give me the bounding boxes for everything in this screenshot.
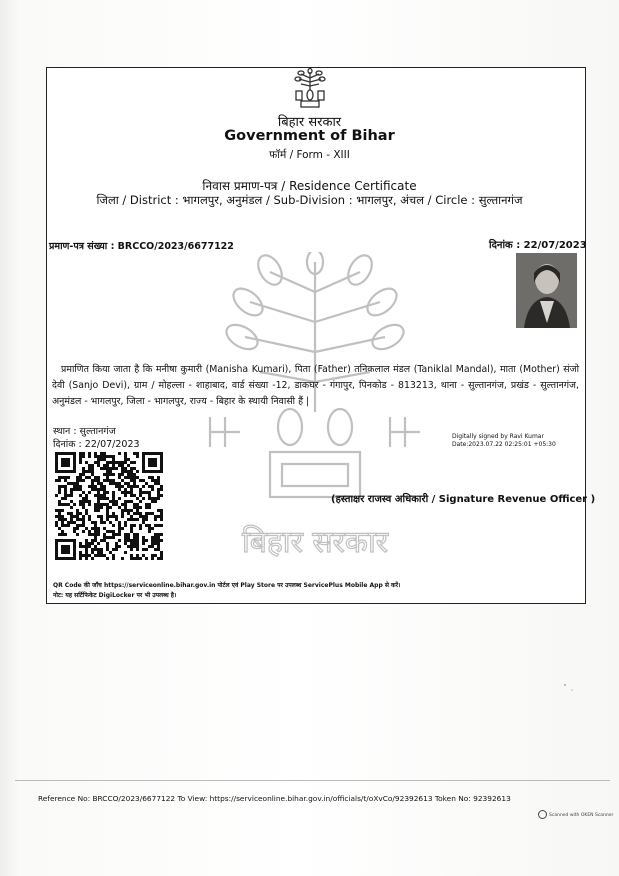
state-name-hindi: बिहार सरकार bbox=[277, 115, 342, 130]
government-title: Government of Bihar bbox=[224, 128, 395, 144]
verification-qr-code bbox=[55, 452, 163, 560]
digilocker-note: नोट: यह सर्टिफिकेट DigiLocker पर भी उपलब्ध है। bbox=[53, 592, 177, 599]
digital-signature bbox=[452, 433, 582, 448]
scanner-watermark bbox=[538, 810, 613, 819]
scanner-icon bbox=[538, 810, 547, 819]
place-line: स्थान : सुल्तानगंज bbox=[53, 426, 116, 437]
watermark-text: बिहार सरकार bbox=[241, 525, 389, 560]
scan-specks bbox=[560, 680, 580, 700]
form-number: फॉर्म / Form - XIII bbox=[269, 149, 350, 161]
applicant-photo bbox=[516, 253, 577, 328]
qr-verification-note: QR Code की जाँच https://serviceonline.bihar.gov.in पोर्टल एवं Play Store पर उपलब्ध ServicePlus Mobile App से करें। bbox=[53, 582, 401, 589]
scanner-label: Scanned with OKEN Scanner bbox=[549, 813, 614, 818]
watermark-emblem-icon bbox=[190, 252, 440, 582]
district-line: जिला / District : भागलपुर, अनुमंडल / Sub-Division : भागलपुर, अंचल / Circle : सुल्तानगंज bbox=[96, 193, 523, 207]
footer-divider bbox=[15, 780, 610, 781]
place-date-line: दिनांक : 22/07/2023 bbox=[53, 439, 140, 450]
reference-footer: Reference No: BRCCO/2023/6677122 To View: https://serviceonline.bihar.gov.in/officials/t/oXvCo/92392613 Token No: 92392613 bbox=[38, 794, 511, 803]
bihar-emblem-icon bbox=[287, 68, 333, 110]
certificate-title: निवास प्रमाण-पत्र / Residence Certificate bbox=[202, 179, 417, 193]
digital-signature-name: Digitally signed by Ravi Kumar bbox=[452, 433, 544, 440]
digital-signature-date: Date:2023.07.22 02:25:01 +05:30 bbox=[452, 440, 556, 448]
signature-officer: (हस्ताक्षर राजस्व अधिकारी / Signature Revenue Officer ) bbox=[331, 494, 596, 505]
certificate-number: प्रमाण-पत्र संख्या : BRCCO/2023/6677122 bbox=[49, 241, 234, 252]
certificate-body: प्रमाणित किया जाता है कि मनीषा कुमारी (Manisha Kumari), पिता (Father) तनिकलाल मंडल (Taniklal Mandal), माता (Mother) संजो देवी (Sanjo Devi), ग्राम / मोहल्ला - शाहाबाद, वार्ड संख्या -12, डाकघर - गंगापुर, पिनकोड - 813213, थाना - सुल्तानगंज, प्रखंड - सुल्तानगंज, अनुमंडल - भागलपुर, जिला - भागलपुर, राज्य - बिहार के स्थायी निवासी हैं | bbox=[52, 364, 579, 408]
issue-date: दिनांक : 22/07/2023 bbox=[489, 240, 587, 251]
